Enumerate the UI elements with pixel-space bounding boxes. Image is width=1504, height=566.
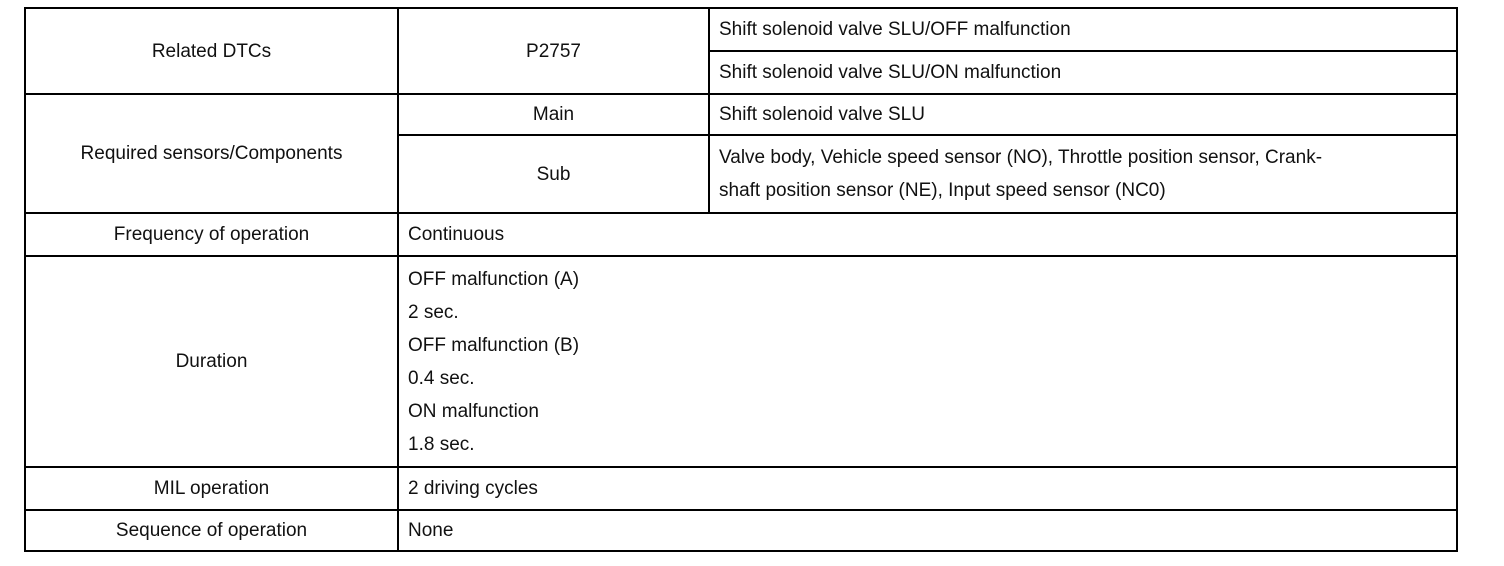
sub-value-line: Valve body, Vehicle speed sensor (NO), Throttle position sensor, Crank- bbox=[719, 147, 1323, 168]
duration-row bbox=[25, 256, 1457, 467]
sub-value bbox=[709, 135, 1457, 213]
sequence-value: None bbox=[398, 510, 1457, 551]
dtc-code: P2757 bbox=[398, 8, 709, 94]
sub-value-line: shaft position sensor (NE), Input speed sensor (NC0) bbox=[719, 180, 1166, 201]
duration-line: 0.4 sec. bbox=[408, 367, 475, 389]
mil-row bbox=[25, 467, 1457, 510]
mil-value: 2 driving cycles bbox=[398, 467, 1457, 510]
sequence-label: Sequence of operation bbox=[25, 510, 398, 551]
mil-label: MIL operation bbox=[25, 467, 398, 510]
duration-line: OFF malfunction (A) bbox=[408, 268, 580, 290]
main-label: Main bbox=[398, 94, 709, 135]
main-value: Shift solenoid valve SLU bbox=[709, 94, 1457, 135]
frequency-label: Frequency of operation bbox=[25, 213, 398, 256]
related-dtcs-label: Related DTCs bbox=[25, 8, 398, 94]
duration-line: 2 sec. bbox=[408, 301, 459, 323]
frequency-row bbox=[25, 213, 1457, 256]
dtc-description: Shift solenoid valve SLU/OFF malfunction bbox=[709, 8, 1457, 51]
required-sensors-main-row bbox=[25, 94, 1457, 135]
dtc-spec-table bbox=[24, 7, 1458, 552]
duration-line: 1.8 sec. bbox=[408, 433, 475, 455]
duration-label: Duration bbox=[25, 256, 398, 467]
related-dtcs-row-1 bbox=[25, 8, 1457, 51]
frequency-value: Continuous bbox=[398, 213, 1457, 256]
dtc-description: Shift solenoid valve SLU/ON malfunction bbox=[709, 51, 1457, 94]
required-sensors-label: Required sensors/Components bbox=[25, 94, 398, 213]
duration-value bbox=[398, 256, 1457, 467]
duration-line: ON malfunction bbox=[408, 400, 539, 422]
duration-line: OFF malfunction (B) bbox=[408, 334, 580, 356]
sub-label: Sub bbox=[398, 135, 709, 213]
sequence-row bbox=[25, 510, 1457, 551]
